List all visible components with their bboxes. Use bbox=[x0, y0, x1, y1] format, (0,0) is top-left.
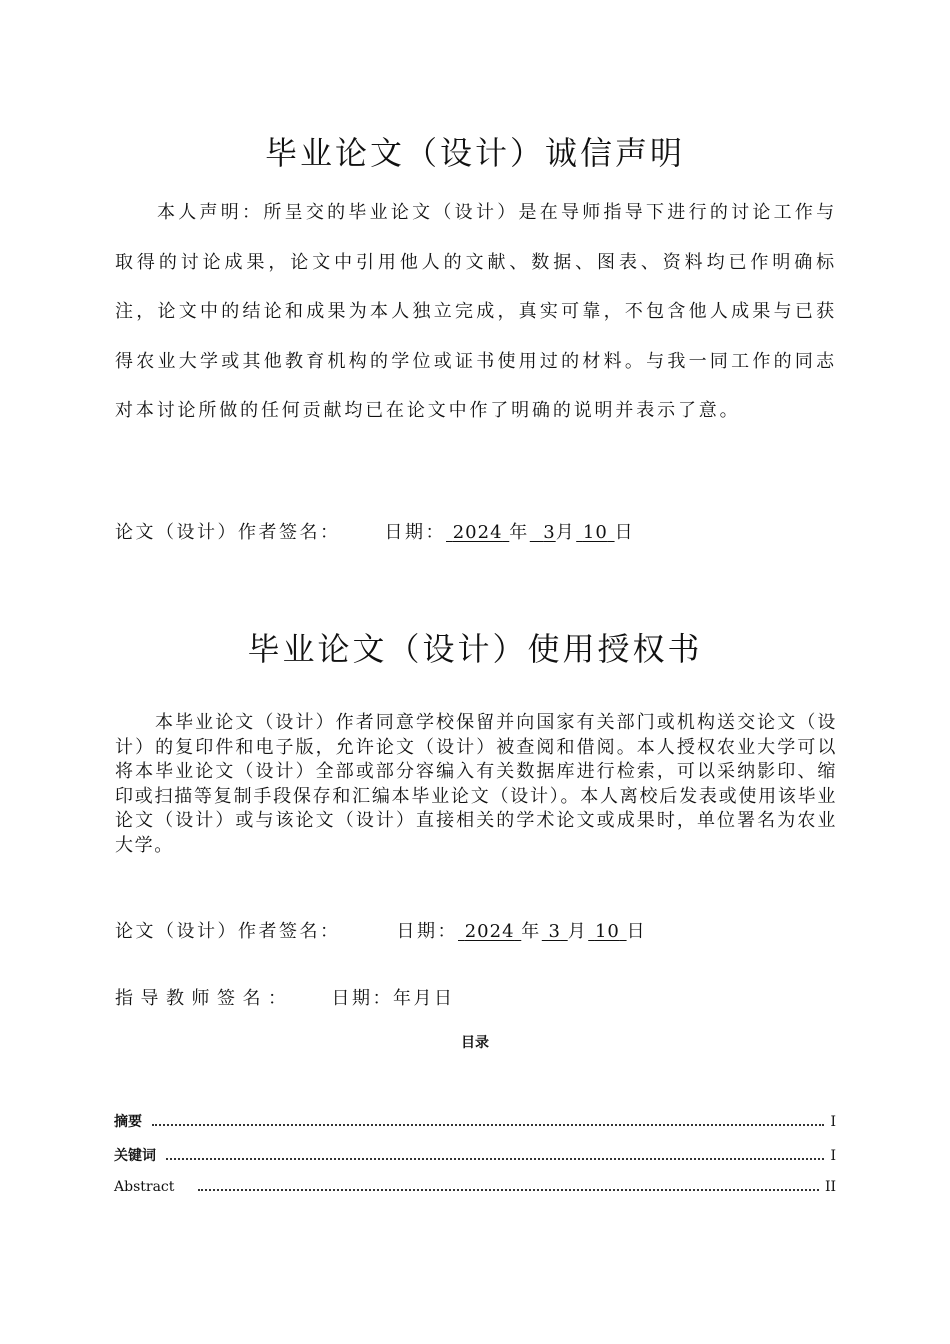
toc-entry-page: I bbox=[830, 1148, 836, 1164]
day-unit: 日 bbox=[614, 522, 636, 543]
author-signature-label: 论文（设计）作者签名： bbox=[115, 522, 341, 543]
date-year: 2024 bbox=[464, 921, 515, 942]
toc-entry[interactable] bbox=[114, 1179, 836, 1199]
author-signature-label: 论文（设计）作者签名： bbox=[115, 921, 341, 942]
date-day: 10 bbox=[594, 921, 620, 942]
toc-title: 目录 bbox=[461, 1035, 489, 1051]
date-label: 日期： bbox=[396, 921, 458, 942]
advisor-signature-label: 指导教师签名： bbox=[115, 988, 294, 1009]
toc-leader-dots bbox=[198, 1189, 819, 1191]
authorization-body: 本毕业论文（设计）作者同意学校保留并向国家有关部门或机构送交论文（设计）的复印件和电子版，允许论文（设计）被查阅和借阅。本人授权农业大学可以将本毕业论文（设计）全部或部分容编入有关数据库进行检索，可以采纳影印、缩印或扫描等复制手段保存和汇编本毕业论文（设计）。本人离校后发表或使用该毕业论文（设计）或与该论文（设计）直接相关的学术论文或成果时，单位署名为农业大学。 bbox=[115, 712, 837, 856]
date-month: 3 bbox=[548, 921, 561, 942]
authorization-title: 毕业论文（设计）使用授权书 bbox=[247, 630, 703, 668]
date-day: 10 bbox=[582, 522, 608, 543]
toc-entry-label: 摘要 bbox=[114, 1114, 142, 1130]
toc-entry[interactable] bbox=[114, 1111, 836, 1131]
year-unit: 年 bbox=[509, 522, 530, 543]
date-label: 日期： bbox=[384, 522, 446, 543]
toc-entry[interactable] bbox=[114, 1145, 836, 1165]
date-year: 2024 bbox=[452, 522, 503, 543]
declaration-body: 本人声明：所呈交的毕业论文（设计）是在导师指导下进行的讨论工作与取得的讨论成果，论文中引用他人的文献、数据、图表、资料均已作明确标注，论文中的结论和成果为本人独立完成，真实可靠，不包含他人成果与已获得农业大学或其他教育机构的学位或证书使用过的材料。与我一同工作的同志对本讨论所做的任何贡献均已在论文中作了明确的说明并表示了意。 bbox=[115, 202, 837, 421]
toc-leader-dots bbox=[166, 1158, 824, 1160]
authorization-signature-line bbox=[115, 917, 647, 943]
declaration-signature-line bbox=[115, 518, 635, 544]
declaration-title: 毕业论文（设计）诚信声明 bbox=[264, 134, 685, 172]
toc-entry-label: Abstract bbox=[114, 1179, 175, 1195]
date-month: 3 bbox=[543, 522, 556, 543]
advisor-date-label: 日期：年月日 bbox=[331, 988, 455, 1009]
toc-entry-label: 关键词 bbox=[114, 1148, 156, 1164]
toc-entry-page: I bbox=[830, 1114, 836, 1130]
toc-entry-page: II bbox=[824, 1179, 836, 1195]
day-unit: 日 bbox=[626, 921, 648, 942]
month-unit: 月 bbox=[567, 921, 589, 942]
month-unit: 月 bbox=[555, 522, 577, 543]
toc-leader-dots bbox=[152, 1124, 824, 1126]
year-unit: 年 bbox=[521, 921, 542, 942]
advisor-signature-line bbox=[115, 984, 455, 1010]
